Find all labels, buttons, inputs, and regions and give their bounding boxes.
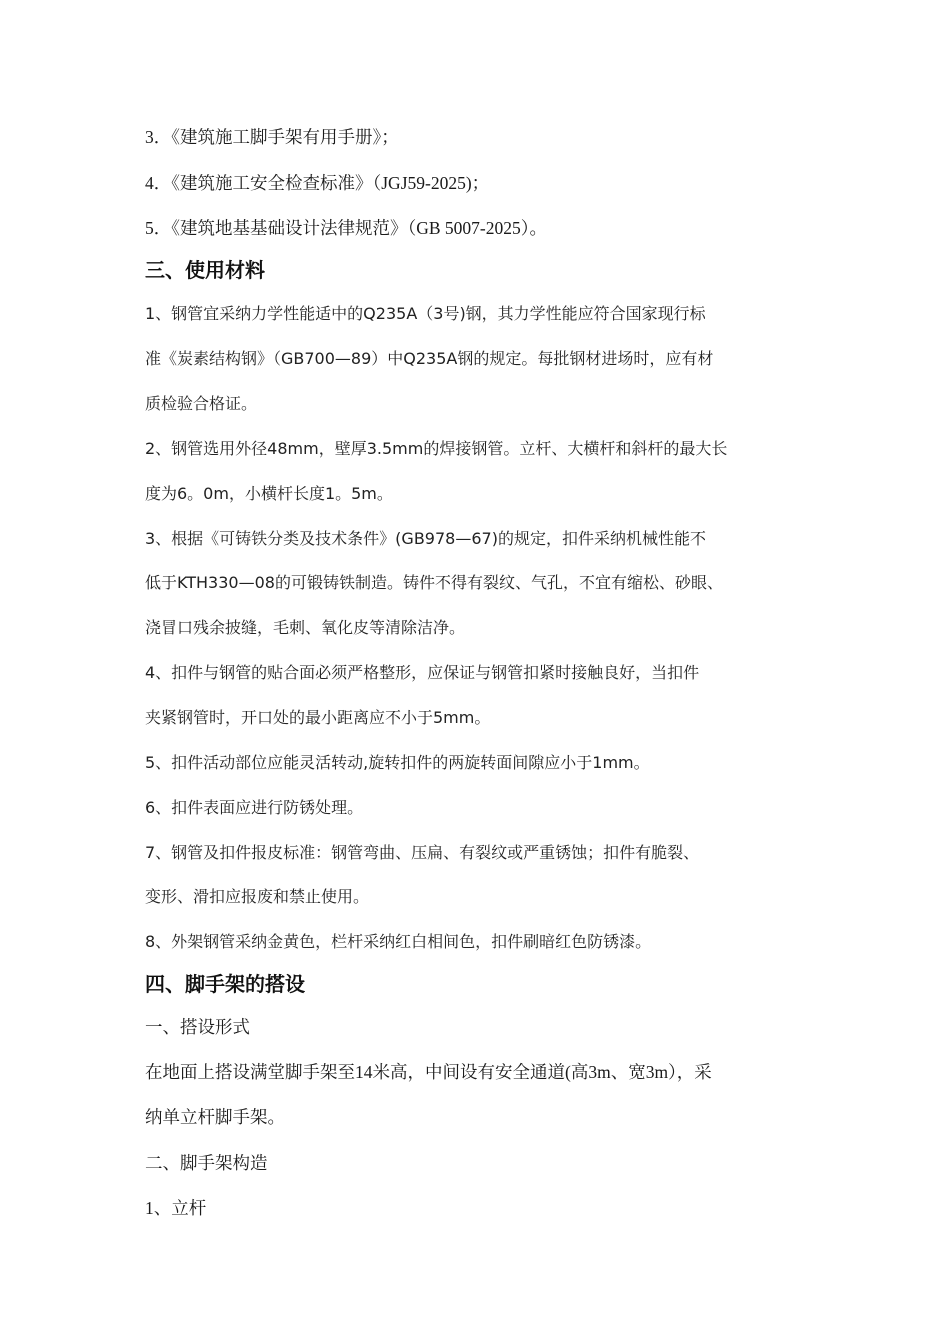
paragraph-line: 纳单立杆脚手架。 xyxy=(145,1107,285,1127)
paragraph-line: 8、外架钢管采纳金黄色，栏杆采纳红白相间色，扣件刷暗红色防锈漆。 xyxy=(145,932,652,951)
paragraph-line: 1、钢管宜采纳力学性能适中的Q235A（3号)钢，其力学性能应符合国家现行标 xyxy=(145,304,706,323)
paragraph-line: 5、扣件活动部位应能灵活转动,旋转扣件的两旋转面间隙应小于1mm。 xyxy=(145,753,650,772)
reference-item-4: 4．《建筑施工安全检查标准》（JGJ59-2025)； xyxy=(145,173,490,193)
paragraph-line: 6、扣件表面应进行防锈处理。 xyxy=(145,798,364,817)
paragraph-line: 在地面上搭设满堂脚手架至14米高，中间设有安全通道(高3m、宽3m），采 xyxy=(145,1062,712,1082)
paragraph-line: 准《炭素结构钢》（GB700—89）中Q235A钢的规定。每批钢材进场时，应有材 xyxy=(145,349,714,368)
paragraph-line: 夹紧钢管时，开口处的最小距离应不小于5mm。 xyxy=(145,708,491,727)
paragraph-line: 4、扣件与钢管的贴合面必须严格整形，应保证与钢管扣紧时接触良好，当扣件 xyxy=(145,663,700,682)
paragraph-line: 浇冒口残余披缝，毛刺、氧化皮等清除洁净。 xyxy=(145,618,466,637)
reference-item-3: 3．《建筑施工脚手架有用手册》； xyxy=(145,127,399,147)
paragraph-line: 质检验合格证。 xyxy=(145,394,258,413)
reference-item-5: 5．《建筑地基基础设计法律规范》（GB 5007-2025）。 xyxy=(145,218,548,238)
paragraph-line: 2、钢管选用外径48mm，壁厚3.5mm的焊接钢管。立杆、大横杆和斜杆的最大长 xyxy=(145,439,728,458)
paragraph-line: 3、根据《可铸铁分类及技术条件》(GB978—67)的规定，扣件采纳机械性能不 xyxy=(145,529,706,548)
subheading-upright-pole: 1、立杆 xyxy=(145,1198,207,1218)
paragraph-line: 低于KTH330—08的可锻铸铁制造。铸件不得有裂纹、气孔，不宜有缩松、砂眼、 xyxy=(145,573,723,592)
subheading-scaffold-structure: 二、脚手架构造 xyxy=(145,1153,268,1173)
paragraph-line: 7、钢管及扣件报皮标准：钢管弯曲、压扁、有裂纹或严重锈蚀；扣件有脆裂、 xyxy=(145,843,700,862)
paragraph-line: 变形、滑扣应报废和禁止使用。 xyxy=(145,887,370,906)
paragraph-line: 度为6。0m，小横杆长度1。5m。 xyxy=(145,484,393,503)
section-heading-scaffold-erection: 四、脚手架的搭设 xyxy=(145,972,305,996)
subheading-erection-form: 一、搭设形式 xyxy=(145,1017,250,1037)
section-heading-materials: 三、使用材料 xyxy=(145,258,265,282)
